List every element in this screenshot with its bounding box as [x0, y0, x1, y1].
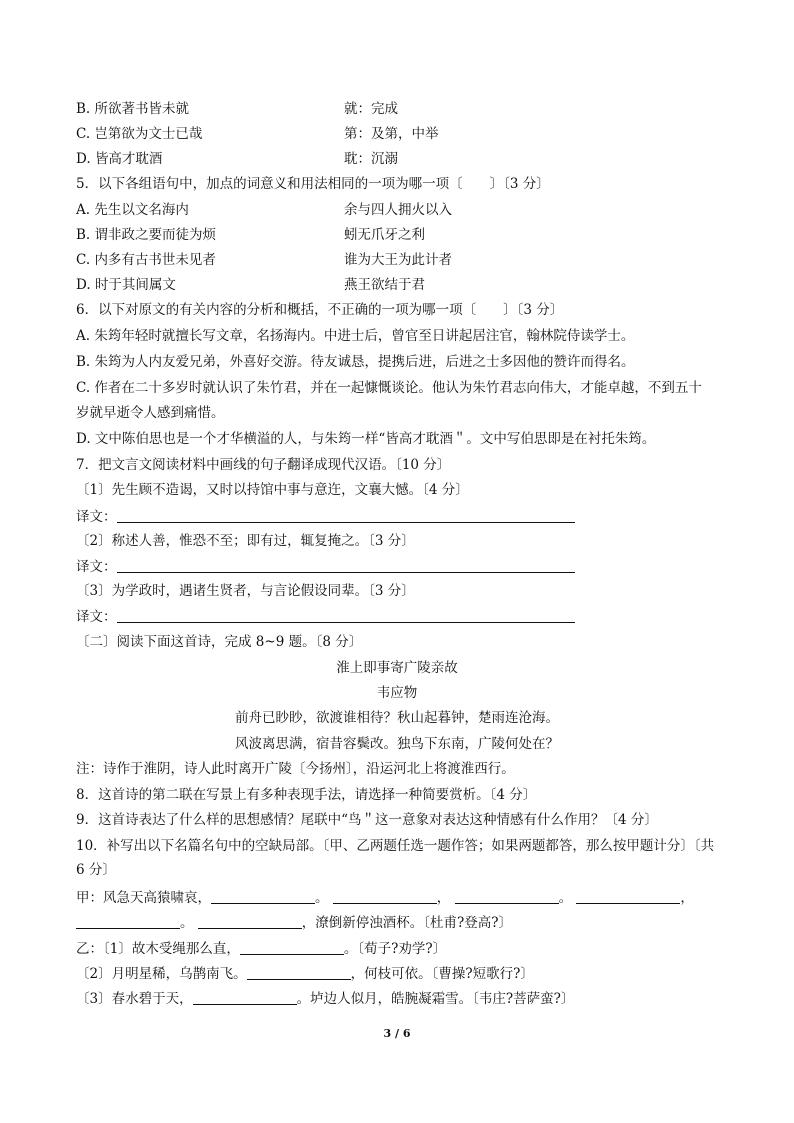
poem-section-heading: 〔二〕阅读下面这首诗，完成 8~9 题。〔8 分〕: [76, 634, 363, 650]
q10-stem-line2: 6 分〕: [76, 862, 116, 878]
q6-option-d: D. 文中陈伯思也是一个才华横溢的人，与朱筠一样“皆高才耽酒＂。文中写伯思即是在衬托朱筠。: [76, 431, 656, 447]
page-number: 3 / 6: [383, 1027, 411, 1040]
q6-option-c-line2: 岁就早逝令人感到痛惜。: [76, 405, 225, 421]
fill-blank[interactable]: [198, 916, 302, 929]
q7-answer-2[interactable]: 译文：: [76, 558, 575, 576]
q10-yi-2: 〔2〕月明星稀，乌鹊南飞。 ，何枝可依。〔曹操?短歌行?〕: [76, 966, 534, 982]
q7-stem: 7．把文言文阅读材料中画线的句子翻译成现代汉语。〔10 分〕: [76, 457, 451, 473]
q10-yi-3: 〔3〕春水碧于天， 。垆边人似月，皓腕凝霜雪。〔韦庄?菩萨蛮?〕: [76, 991, 575, 1007]
fill-blank[interactable]: [193, 992, 297, 1005]
poem-note: 注：诗作于淮阴，诗人此时离开广陵〔今扬州〕，沿运河北上将渡淮西行。: [76, 761, 515, 777]
fill-blank[interactable]: [76, 916, 180, 929]
fill-blank[interactable]: [333, 891, 437, 904]
q5-stem: 5．以下各组语句中，加点的词意义和用法相同的一项为哪一项〔 〕〔3 分〕: [76, 176, 550, 192]
q10-jia-line1: 甲：风急天高猿啸哀， 。 ， 。 ，: [76, 890, 694, 906]
q6-option-c-line1: C. 作者在二十多岁时就认识了朱竹君，并在一起慷慨谈论。他认为朱竹君志向伟大，才能卓越，不到五十: [76, 380, 702, 396]
q5-option-a: A. 先生以文名海内 余与四人拥火以入: [76, 202, 452, 218]
q8-stem: 8．这首诗的第二联在写景上有多种表现手法，请选择一种简要赏析。〔4 分〕: [76, 787, 537, 803]
q7-item-2: 〔2〕称述人善，惟恐不至；即有过，辄复掩之。〔3 分〕: [76, 533, 415, 549]
fill-blank[interactable]: [211, 891, 315, 904]
q4-option-b: B. 所欲著书皆未就 就：完成: [76, 101, 398, 117]
poem-line-2: 风波离思满，宿昔容鬓改。独鸟下东南，广陵何处在？: [235, 736, 559, 752]
q7-item-1: 〔1〕先生顾不造谒，又时以持馆中事与意迕，文襄大憾。〔4 分〕: [76, 482, 469, 498]
fill-blank[interactable]: [576, 891, 680, 904]
q10-stem-line1: 10．补写出以下名篇名句中的空缺局部。〔甲、乙两题任选一题作答；如果两题都答，那么按甲题计分〕〔共: [76, 838, 715, 854]
q10-jia-line2: 。 ，潦倒新停浊酒杯。〔杜甫?登高?〕: [76, 914, 512, 932]
q5-option-d: D. 时于其间属文 燕王欲结于君: [76, 277, 425, 293]
poem-title: 淮上即事寄广陵亲故: [336, 660, 458, 676]
poem-line-1: 前舟已眇眇，欲渡谁相待？秋山起暮钟，楚雨连沧海。: [235, 710, 559, 726]
poem-author: 韦应物: [376, 685, 418, 701]
q5-option-c: C. 内多有古书世未见者 谁为大王为此计者: [76, 252, 452, 268]
fill-blank[interactable]: [247, 967, 351, 980]
q4-option-c: C. 岂第欲为文士已哉 第：及第，中举: [76, 126, 439, 142]
q5-option-b: B. 谓非政之要而徒为烦 蚓无爪牙之利: [76, 227, 425, 243]
q6-option-a: A. 朱筠年轻时就擅长写文章，名扬海内。中进士后，曾官至日讲起居注官，翰林院侍读学士。: [76, 328, 635, 344]
q6-option-b: B. 朱筠为人内友爱兄弟，外喜好交游。待友诚恳，提携后进，后进之士多因他的赞许而得名。: [76, 354, 635, 370]
q7-item-3: 〔3〕为学政时，遇诸生贤者，与言论假设同辈。〔3 分〕: [76, 583, 415, 599]
q7-answer-3[interactable]: 译文：: [76, 608, 575, 626]
q9-stem: 9．这首诗表达了什么样的思想感情？尾联中“鸟＂这一意象对表达这种情感有什么作用？〔4 分〕: [76, 812, 658, 828]
q7-answer-1[interactable]: 译文：: [76, 508, 575, 526]
q10-yi-1: 乙：〔1〕故木受绳那么直， 。〔荀子?劝学?〕: [76, 941, 447, 957]
fill-blank[interactable]: [455, 891, 559, 904]
fill-blank[interactable]: [240, 942, 344, 955]
q6-stem: 6．以下对原文的有关内容的分析和概括，不正确的一项为哪一项〔 〕〔3 分〕: [76, 302, 564, 318]
q4-option-d: D. 皆高才耽酒 耽：沉溺: [76, 151, 398, 167]
